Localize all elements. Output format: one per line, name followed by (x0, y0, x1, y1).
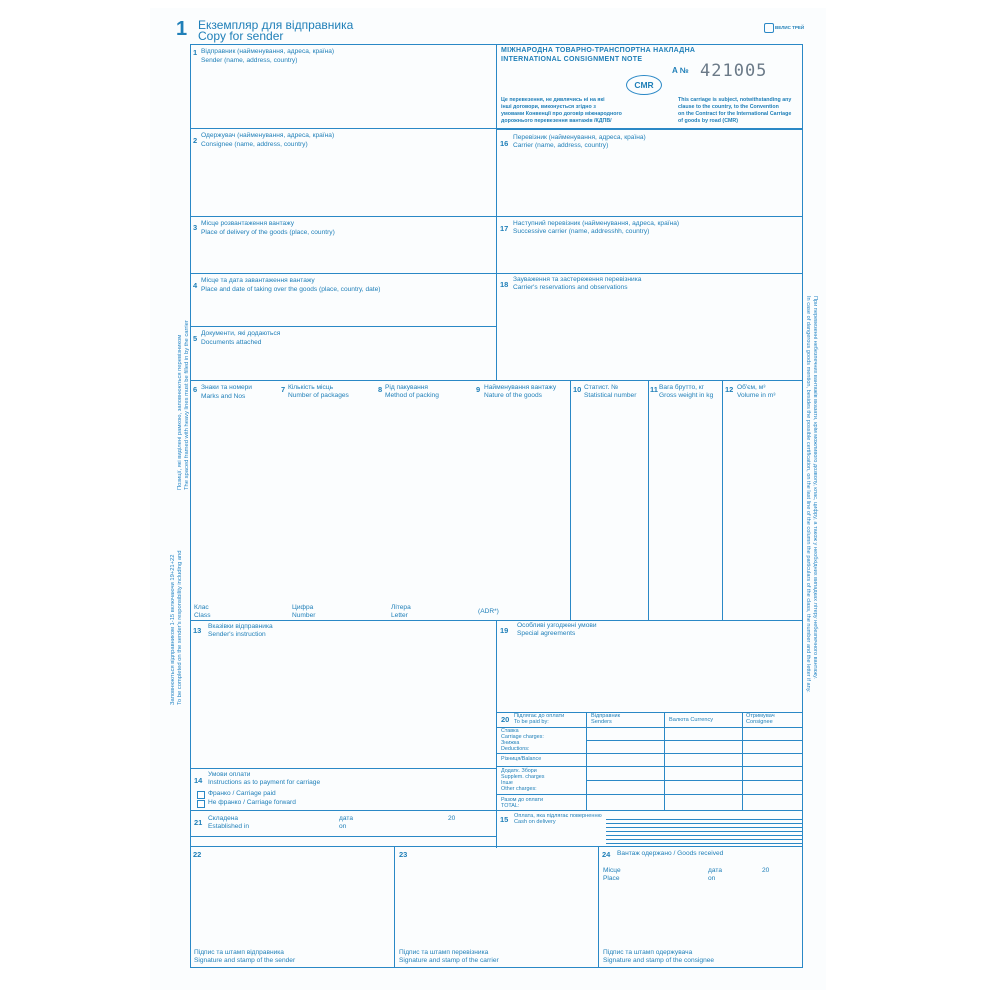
row-balance: Різниця/Balance (501, 756, 542, 762)
box-14-number: 14 (194, 776, 203, 785)
box-20-number: 20 (501, 715, 510, 724)
box-21-date-uk: дата (339, 815, 353, 822)
box-16-label-en: Carrier (name, address, country) (513, 142, 609, 149)
publisher-name: ВЕЛИС ТРЕЙ (775, 25, 805, 30)
box-24-place-uk: Місце (603, 867, 621, 874)
box-21-number: 21 (194, 818, 203, 827)
box-17-label-uk: Наступний перевізник (найменування, адреса, країна) (513, 220, 680, 227)
box-21-label-en: Established in (208, 823, 250, 830)
box-6-number: 6 (193, 385, 198, 394)
copy-number: 1 (176, 18, 188, 40)
box-11-label-en: Gross weight in kg (659, 392, 714, 399)
carriage-forward-label: Не франко / Carriage forward (208, 799, 296, 806)
sender-signature-field[interactable] (192, 862, 392, 946)
col-currency: Валюта Currency (669, 717, 714, 723)
box-23-label-en: Signature and stamp of the carrier (399, 957, 499, 964)
box-21-date-en: on (339, 823, 347, 830)
box-12-label-en: Volume in m³ (737, 392, 776, 399)
box-2-number: 2 (193, 136, 198, 145)
box-8-label-en: Method of packing (385, 392, 439, 399)
box-13-label-uk: Вказівки відправника (208, 623, 273, 630)
box-24-date-uk: дата (708, 867, 722, 874)
note-number-label: A № (672, 66, 689, 75)
special-agreements-field[interactable] (498, 642, 800, 710)
box-24-number: 24 (602, 850, 611, 859)
box-10-label-en: Statistical number (584, 392, 637, 399)
box-16-label-uk: Перевізник (найменування, адреса, країна) (513, 134, 646, 141)
row-deductions: Знижка Deductions: (501, 740, 530, 752)
box-21-year: 20 (448, 815, 456, 822)
box-18-label-uk: Зауваження та застереження перевізника (513, 276, 642, 283)
copy-title-uk: Екземпляр для відправника (198, 18, 354, 32)
side-note-sender-en: To be completed on the sender's responsibility including and (177, 550, 183, 705)
box-1-label-uk: Відправник (найменування, адреса, країна) (201, 48, 335, 55)
box-1-label-en: Sender (name, address, country) (201, 57, 298, 64)
successive-carrier-field[interactable] (498, 240, 800, 271)
convention-text-uk: Це перевезення, не дивлячись ні на які інші договори, виконується згідно з умовами Конвенції про договір міжнародного дорожнього перевезення вантажів /КДПВ/ (501, 97, 622, 124)
box-7-label-uk: Кількість місць (288, 384, 334, 391)
volume-field[interactable] (724, 404, 800, 618)
col-consignee-en: Consignee (746, 719, 773, 725)
digit-label-uk: Цифра (292, 604, 314, 611)
box-9-label-en: Nature of the goods (484, 392, 542, 399)
box-7-label-en: Number of packages (288, 392, 349, 399)
box-14-label-uk: Умови оплати (208, 771, 251, 778)
box-6-label-uk: Знаки та номери (201, 384, 252, 391)
box-13-label-en: Sender's instruction (208, 631, 266, 638)
class-label-uk: Клас (194, 604, 209, 611)
box-22-label-uk: Підпис та штамп відправника (194, 949, 284, 956)
letter-label-en: Letter (391, 612, 408, 619)
col-sender-uk: Відправник (591, 713, 621, 719)
box-9-number: 9 (476, 385, 481, 394)
box-19-number: 19 (500, 626, 509, 635)
sender-field[interactable] (192, 68, 492, 126)
box-23-number: 23 (399, 850, 408, 859)
box-3-label-uk: Місце розвантаження вантажу (201, 220, 294, 227)
gross-weight-field[interactable] (650, 404, 720, 618)
box-22-number: 22 (193, 850, 202, 859)
box-15-label-uk: Оплата, яка підлягає поверненню (514, 813, 602, 819)
copy-title-en: Copy for sender (198, 29, 284, 43)
side-note-dangerous-en: In case of dangerous goods mention, besides the possible certification, on the last line of the column the particulars of the class, the number and the letter if any. (805, 296, 811, 693)
box-4-number: 4 (193, 281, 198, 290)
carrier-signature-field[interactable] (396, 862, 596, 946)
box-19-label-uk: Особливі узгоджені умови (517, 622, 597, 629)
box-24-date-en: on (708, 875, 716, 882)
box-2-label-uk: Одержувач (найменування, адреса, країна) (201, 132, 335, 139)
box-1-number: 1 (193, 48, 198, 57)
goods-received-label: Вантаж одержано / Goods received (617, 850, 724, 857)
consignee-field[interactable] (192, 152, 492, 214)
to-be-paid-uk: Підлягає до оплати (514, 713, 565, 719)
row-total: Разом до оплати TOTAL: (501, 797, 544, 809)
box-21-label-uk: Складена (208, 815, 239, 822)
box-13-number: 13 (193, 626, 202, 635)
box-6-label-en: Marks and Nos (201, 393, 246, 400)
note-serial-number: 421005 (700, 61, 768, 81)
side-note-carrier-uk: Позиції, які виділені рамкою, заповнюються перевізником (177, 334, 183, 490)
carrier-reservations-field[interactable] (498, 296, 800, 378)
box-4-label-en: Place and date of taking over the goods (place, country, date) (201, 286, 381, 293)
box-15-number: 15 (500, 815, 509, 824)
consignee-signature-field[interactable] (600, 884, 800, 946)
goods-description-area[interactable] (192, 404, 568, 600)
carriage-paid-checkbox[interactable] (197, 791, 205, 799)
box-24-label-uk: Підпис та штамп одержувача (603, 949, 693, 956)
statistical-number-field[interactable] (572, 404, 646, 618)
documents-attached-field[interactable] (192, 350, 492, 378)
row-supplementary-charges: Додатк. Збори Supplem. charges (501, 768, 545, 780)
delivery-place-field[interactable] (192, 240, 492, 271)
box-18-number: 18 (500, 280, 509, 289)
box-22-label-en: Signature and stamp of the sender (194, 957, 296, 964)
note-title-en: INTERNATIONAL CONSIGNMENT NOTE (501, 56, 643, 63)
side-note-carrier-en: The spaced framed with heavy lines must be filled in by the carrier (184, 320, 190, 490)
col-sender-en: Senders (591, 719, 612, 725)
convention-text-en: This carriage is subject, notwithstanding any clause to the country, to the Convention on the Contract for the International Carriage of goods by road (CMR) (678, 97, 792, 124)
col-consignee-uk: Отримувач (746, 713, 775, 719)
box-5-number: 5 (193, 334, 198, 343)
box-17-label-en: Successive carrier (name, addresshh, country) (513, 228, 650, 235)
sender-instructions-field[interactable] (192, 642, 492, 766)
side-note-sender-uk: Заповнюються відправником 1-15 включаючи 19+21+22 (170, 554, 176, 705)
box-4-label-uk: Місце та дата завантаження вантажу (201, 277, 315, 284)
carriage-forward-checkbox[interactable] (197, 800, 205, 808)
box-8-label-uk: Рід пакування (385, 384, 428, 391)
loading-place-date-field[interactable] (192, 296, 492, 324)
carriage-paid-label: Франко / Carriage paid (208, 790, 276, 797)
box-8-number: 8 (378, 385, 383, 394)
box-3-label-en: Place of delivery of the goods (place, country) (201, 229, 335, 236)
box-2-label-en: Consignee (name, address, country) (201, 141, 308, 148)
box-5-label-uk: Документи, які додаються (201, 330, 281, 337)
to-be-paid-en: To be paid by: (514, 719, 549, 725)
box-14-label-en: Instructions as to payment for carriage (208, 779, 321, 786)
carrier-field[interactable] (498, 152, 800, 214)
box-10-number: 10 (573, 385, 582, 394)
note-title-uk: МІЖНАРОДНА ТОВАРНО-ТРАНСПОРТНА НАКЛАДНА (501, 47, 696, 54)
box-12-number: 12 (725, 385, 734, 394)
cmr-logo: CMR (626, 75, 662, 95)
box-5-label-en: Documents attached (201, 339, 262, 346)
box-18-label-en: Carrier's reservations and observations (513, 284, 628, 291)
publisher-logo-icon (764, 23, 774, 33)
box-10-label-uk: Статист. № (584, 384, 619, 391)
box-24-label-en: Signature and stamp of the consignee (603, 957, 715, 964)
box-12-label-uk: Об'єм, м³ (737, 384, 766, 391)
box-16-number: 16 (500, 139, 509, 148)
adr-label: (ADR*) (478, 608, 499, 615)
box-3-number: 3 (193, 223, 198, 232)
box-24-year: 20 (762, 867, 770, 874)
box-19-label-en: Special agreements (517, 630, 576, 637)
box-24-place-en: Place (603, 875, 620, 882)
box-11-label-uk: Вага брутто, кг (659, 384, 705, 391)
digit-label-en: Number (292, 612, 316, 619)
letter-label-uk: Літера (391, 604, 411, 611)
box-15-label-en: Cash on delivery (514, 819, 556, 825)
row-carriage-charges: Ставка Carriage charges: (501, 728, 544, 740)
side-note-dangerous-uk: При перевезенні небезпечних вантажів вказати, крім можливого дозволу, клас, цифру, а також у необхідних випадках літеру небезпечного вантажу. (812, 296, 818, 679)
box-17-number: 17 (500, 224, 509, 233)
class-label-en: Class (194, 612, 211, 619)
box-11-number: 11 (650, 385, 658, 394)
row-other-charges: Inше Other charges: (501, 780, 537, 792)
box-23-label-uk: Підпис та штамп перевізника (399, 949, 489, 956)
box-9-label-uk: Найменування вантажу (484, 384, 557, 391)
box-7-number: 7 (281, 385, 286, 394)
